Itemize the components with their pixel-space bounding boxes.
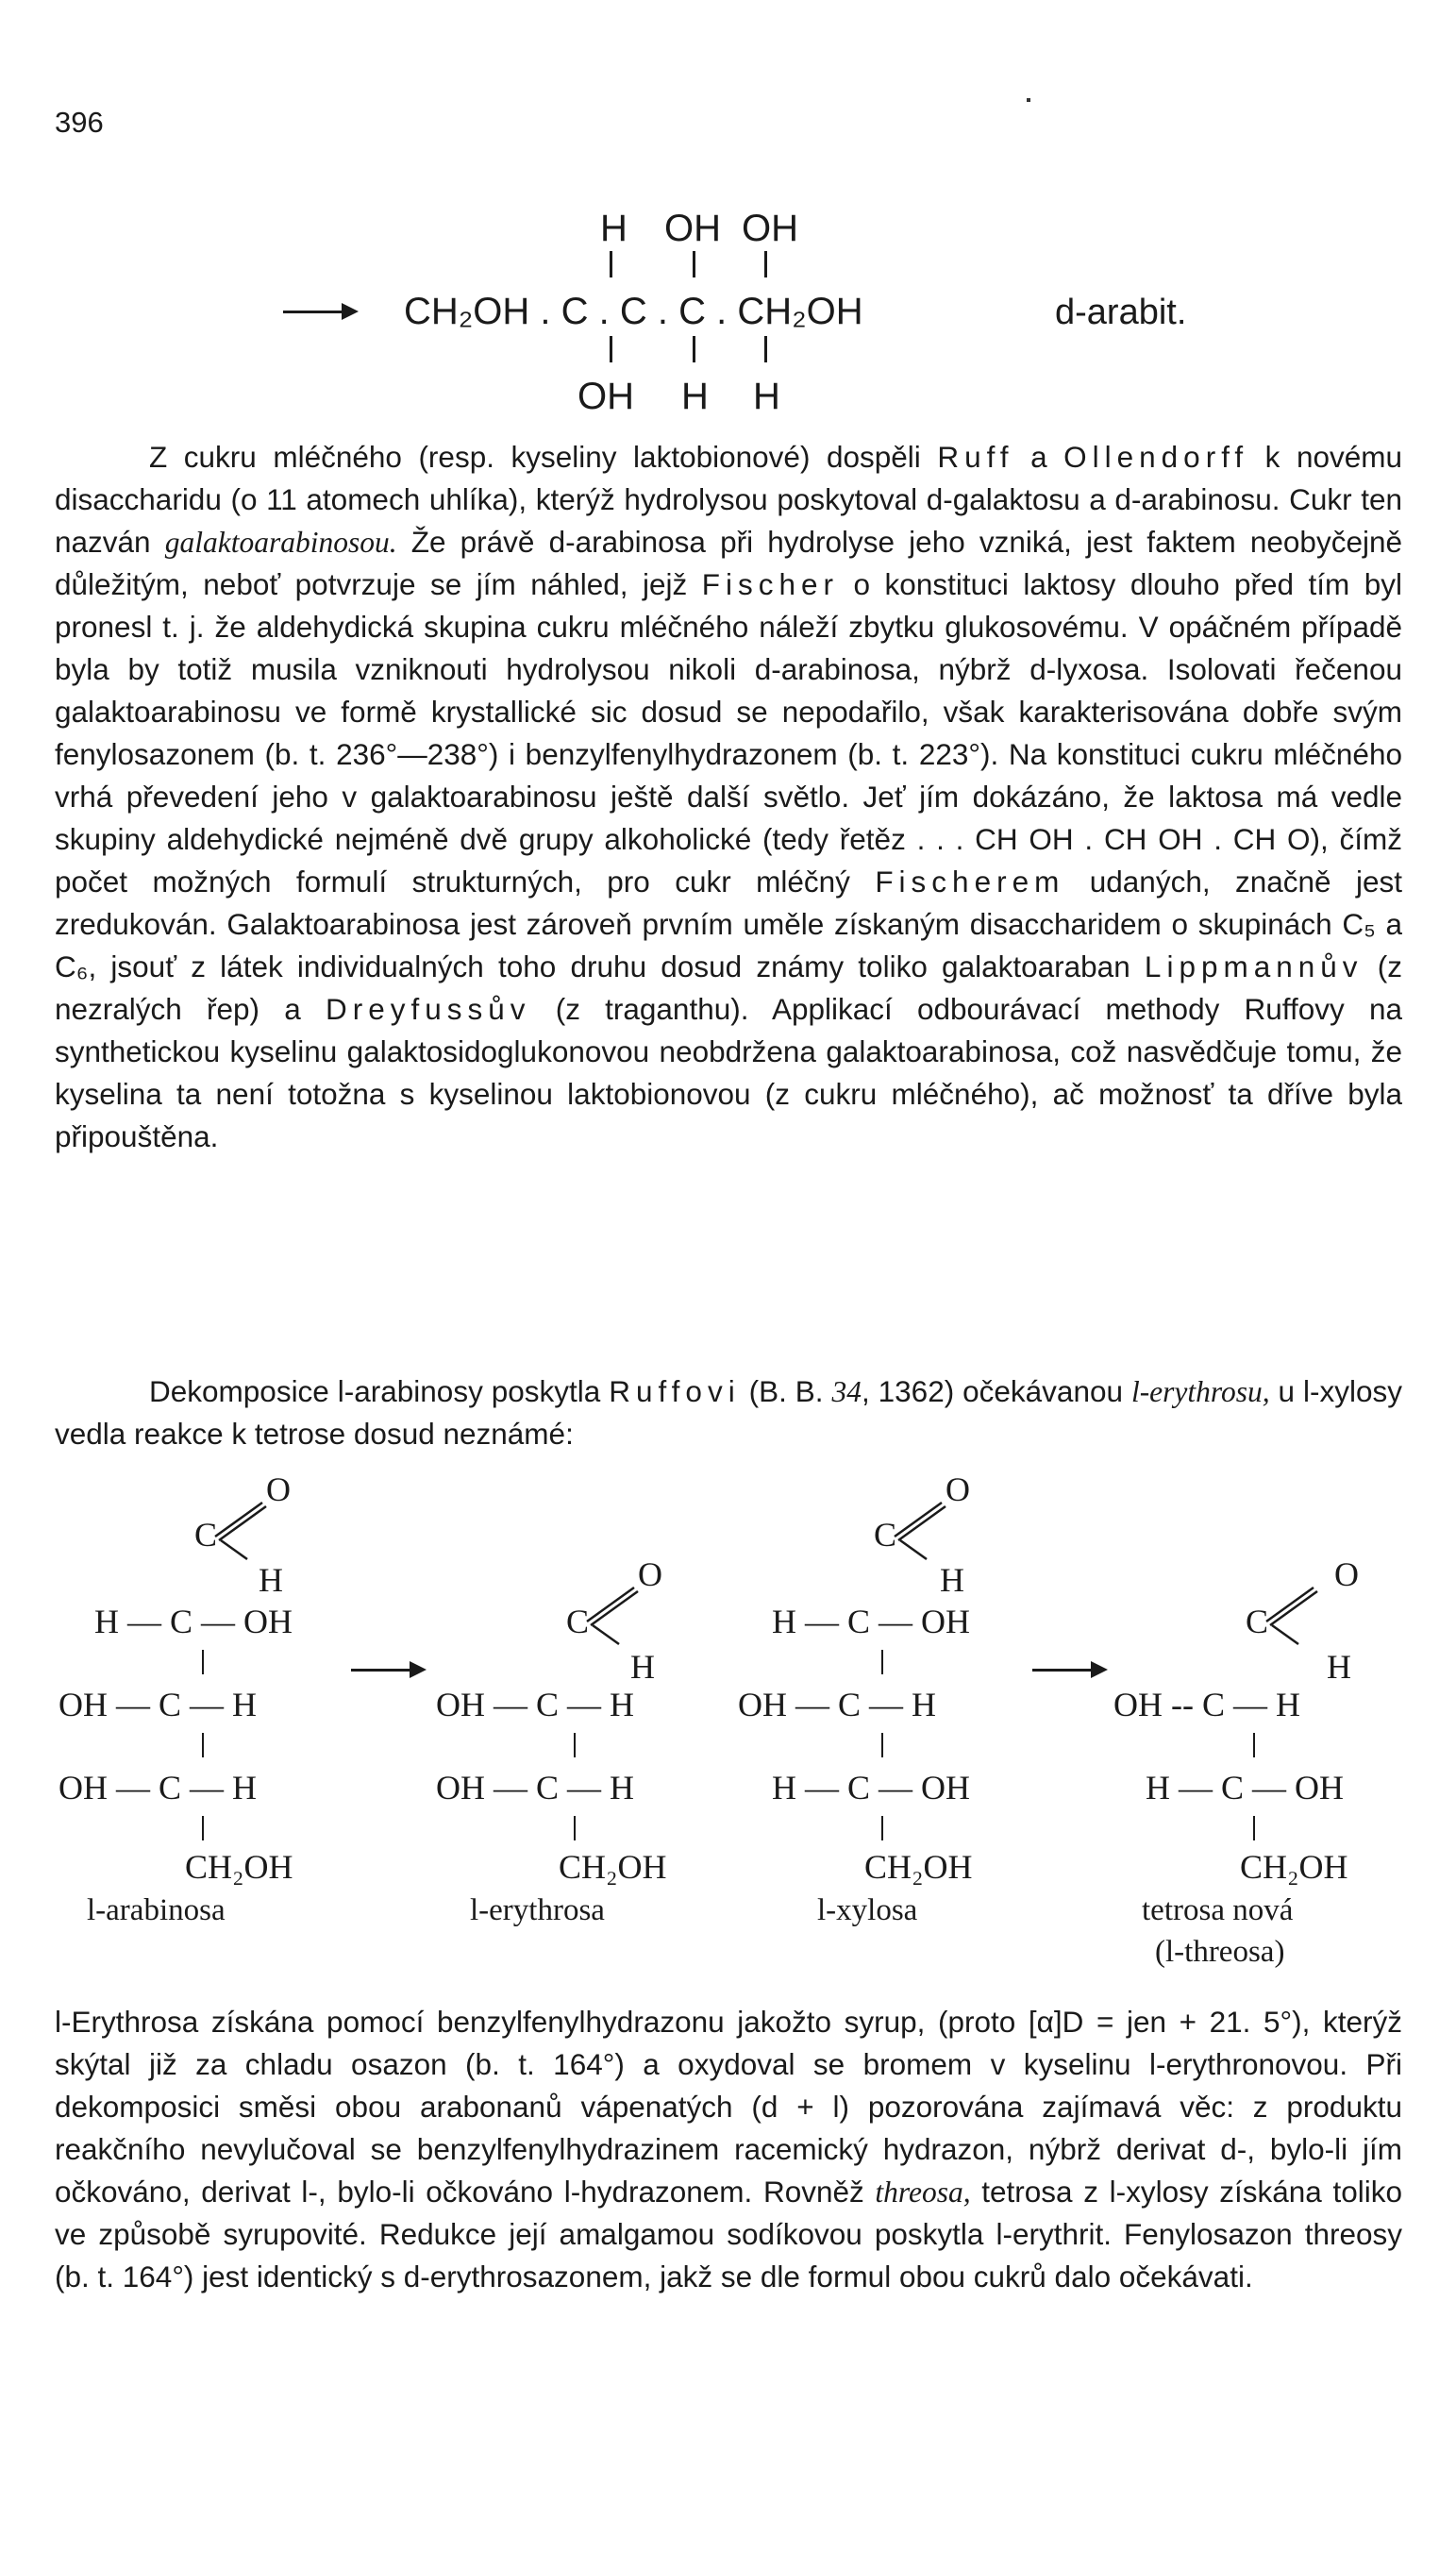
reaction-arrow <box>283 311 343 313</box>
bond <box>610 336 612 362</box>
label-l-threosa: (l-threosa) <box>1155 1935 1285 1969</box>
book-page: 396 H OH OH CH₂OH . C . C . C . CH₂OH d-arabit. OH H H Z cukru mléčného (resp. kyseliny laktobionové) dospěli Ruff a Ollendorff k novému disaccharidu (o 11 atomech uhlíka), kterýž hydrolysou poskytoval d-galaktosu a d-arabinosu. Cukr ten nazván galaktoarabinosou. Že právě d-arabinosa při hydrolyse jeho vzniká, jest faktem neobyčejně důležitým, neboť potvrzuje se jím náhled, jejž Fischer o konstituci laktosy dlouho před tím byl pronesl t. j. že aldehydická skupina cukru mléčného náleží zbytku glukosovému. V opáčném případě byla by totiž musila vzniknouti hydrolysou nikoli d-arabinosa, nýbrž d-lyxosa. Isolovati řečenou galaktoarabinosu ve formě krystallické sic dosud se nepodařilo, však karakterisována dobře svým fenylosazonem (b. t. 236°—238°) i benzylfenylhydrazonem (b. t. 223°). Na konstituci cukru mléčného vrhá převedení jeho v galaktoarabinosu ještě další světlo. Jeť jím dokázáno, že laktosa má vedle skupiny aldehydické nejméně dvě grupy alkoholické (tedy řetěz . . . CH OH . CH OH . CH O), čímž počet možných formulí strukturných, pro cukr mléčný Fischerem udaných, značně jest zredukován. Galaktoarabinosa jest zároveň prvním uměle získaným disaccharidem o skupinách C₅ a C₆, jsouť z látek individualných toho druhu dosud známy toliko galaktoaraban Lippmannův (z nezralých řep) a Dreyfussův (z traganthu). Applikací odbourávací methody Ruffovy na synthetickou kyselinu galaktosidoglukonovou neobdržena galaktoarabinosa, což nasvědčuje tomu, že kyselina ta není totožna s kyselinou laktobionovou (z cukru mléčného), ač možnosť ta dříve byla připouštěna. Dekomposice l-arabinosy poskytla Ruffovi (B. B. 34, 1362) očekávanou l-erythrosu, u l-xylosy vedla reakce k tetrose dosud neznámé: O C H H — C — OH OH — C — H OH — C — H CH₂OH l-arabinosa O C H OH — C — H OH — C — H CH₂OH l-erythrosa O C H H — C — OH OH — C — H H — C — OH CH₂OH l-xylosa O C H OH -- C — H H — C — OH CH₂OH tetrosa nová (l-threosa) l-Erythrosa získána pomocí benzylfenylhydrazonu jakožto syrup, (proto [α]D = jen + 21. 5°), kterýž skýtal již za chladu osazon (b. t. 164°) a oxydoval se bromem v kyselinu l-erythronovou. Při dekomposici směsi obou arabonanů vápenatých (d + l) pozorována zajímavá věc: z produktu reakčního nevylučoval se benzylfenylhydrazinem racemický hydrazon, nýbrž derivat d-, bylo-li jím očkováno, derivat l-, bylo-li očkováno l-hydrazonem. Rovněž threosa, tetrosa z l-xylosy získána toliko ve způsobě syrupovité. Redukce její amalgamou sodíkovou poskytla l-erythrit. Fenylosazon threosy (b. t. 164°) jest identický s d-erythrosazonem, jakž se dle formul obou cukrů dalo očekávati. <box>0 0 1456 2554</box>
paragraph-galaktoarabinosa: Z cukru mléčného (resp. kyseliny laktobionové) dospěli Ruff a Ollendorff k novému disaccharidu (o 11 atomech uhlíka), kterýž hydrolysou poskytoval d-galaktosu a d-arabinosu. Cukr ten nazván galaktoarabinosou. Že právě d-arabinosa při hydrolyse jeho vzniká, jest faktem neobyčejně důležitým, neboť potvrzuje se jím náhled, jejž Fischer o konstituci laktosy dlouho před tím byl pronesl t. j. že aldehydická skupina cukru mléčného náleží zbytku glukosovému. V opáčném případě byla by totiž musila vzniknouti hydrolysou nikoli d-arabinosa, nýbrž d-lyxosa. Isolovati řečenou galaktoarabinosu ve formě krystallické sic dosud se nepodařilo, však karakterisována dobře svým fenylosazonem (b. t. 236°—238°) i benzylfenylhydrazonem (b. t. 223°). Na konstituci cukru mléčného vrhá převedení jeho v galaktoarabinosu ještě další světlo. Jeť jím dokázáno, že laktosa má vedle skupiny aldehydické nejméně dvě grupy alkoholické (tedy řetěz . . . CH OH . CH OH . CH O), čímž počet možných formulí strukturných, pro cukr mléčný Fischerem udaných, značně jest zredukován. Galaktoarabinosa jest zároveň prvním uměle získaným disaccharidem o skupinách C₅ a C₆, jsouť z látek individualných toho druhu dosud známy toliko galaktoaraban Lippmannův (z nezralých řep) a Dreyfussův (z traganthu). Applikací odbourávací methody Ruffovy na synthetickou kyselinu galaktosidoglukonovou neobdržena galaktoarabinosa, což nasvědčuje tomu, že kyselina ta není totožna s kyselinou laktobionovou (z cukru mléčného), ač možnosť ta dříve byla připouštěna. <box>55 440 1403 1153</box>
reaction-arrow-head <box>410 1661 427 1678</box>
formula-bottom-oh: OH <box>577 376 634 417</box>
bond <box>610 251 612 277</box>
page-number: 396 <box>55 106 104 139</box>
term-threosa: threosa, <box>875 2176 971 2209</box>
term-galaktoarabinosa: galaktoarabinosou. <box>164 526 397 559</box>
reaction-arrow <box>1032 1669 1093 1672</box>
author-fischer: Fischer <box>701 567 840 601</box>
reaction-arrow-head <box>1091 1661 1108 1678</box>
reaction-arrow <box>351 1669 411 1672</box>
bond <box>693 336 695 362</box>
label-tetrosa-nova: tetrosa nová <box>1142 1893 1294 1927</box>
formula-top-oh-2: OH <box>742 208 798 249</box>
author-dreyfuss: Dreyfussův <box>325 992 531 1026</box>
aldehyde-bond <box>887 1499 962 1561</box>
label-l-erythrosa: l-erythrosa <box>470 1893 605 1927</box>
label-l-xylosa: l-xylosa <box>817 1893 918 1927</box>
label-l-arabinosa: l-arabinosa <box>87 1893 226 1927</box>
formula-product-name: d-arabit. <box>1055 293 1187 332</box>
term-l-erythrosa: l-erythrosu, <box>1130 1375 1270 1408</box>
aldehyde-bond <box>208 1499 283 1561</box>
reaction-arrow-head <box>342 303 359 320</box>
bond <box>693 251 695 277</box>
aldehyde-bond <box>1259 1584 1334 1646</box>
bond <box>764 336 767 362</box>
formula-main-chain: CH₂OH . C . C . C . CH₂OH <box>404 291 863 332</box>
author-ruffovi: Ruffovi <box>609 1374 741 1408</box>
paragraph-l-erythrosa: l-Erythrosa získána pomocí benzylfenylhydrazonu jakožto syrup, (proto [α]D = jen + 21. 5°), kterýž skýtal již za chladu osazon (b. t. 164°) a oxydoval se bromem v kyselinu l-erythronovou. Při dekomposici směsi obou arabonanů vápenatých (d + l) pozorována zajímavá věc: z produktu reakčního nevylučoval se benzylfenylhydrazinem racemický hydrazon, nýbrž derivat d-, bylo-li jím očkováno, derivat l-, bylo-li očkováno l-hydrazonem. Rovněž threosa, tetrosa z l-xylosy získána toliko ve způsobě syrupovité. Redukce její amalgamou sodíkovou poskytla l-erythrit. Fenylosazon threosy (b. t. 164°) jest identický s d-erythrosazonem, jakž se dle formul obou cukrů dalo očekávati. <box>55 2005 1402 2294</box>
bond <box>764 251 767 277</box>
author-ollendorff: Ollendorff <box>1063 440 1249 474</box>
aldehyde-bond <box>579 1584 655 1646</box>
formula-top-oh-1: OH <box>664 208 721 249</box>
formula-top-h: H <box>600 208 628 249</box>
author-ruff: Ruff <box>937 440 1014 474</box>
paragraph-dekomposice: Dekomposice l-arabinosy poskytla Ruffovi (B. B. 34, 1362) očekávanou l-erythrosu, u l-xylosy vedla reakce k tetrose dosud neznámé: <box>55 1374 1402 1451</box>
author-lippmann: Lippmannův <box>1144 949 1364 983</box>
author-fischerem: Fischerem <box>875 865 1065 899</box>
formula-bottom-h-2: H <box>753 376 780 417</box>
formula-bottom-h-1: H <box>681 376 709 417</box>
print-mark <box>1027 98 1030 102</box>
